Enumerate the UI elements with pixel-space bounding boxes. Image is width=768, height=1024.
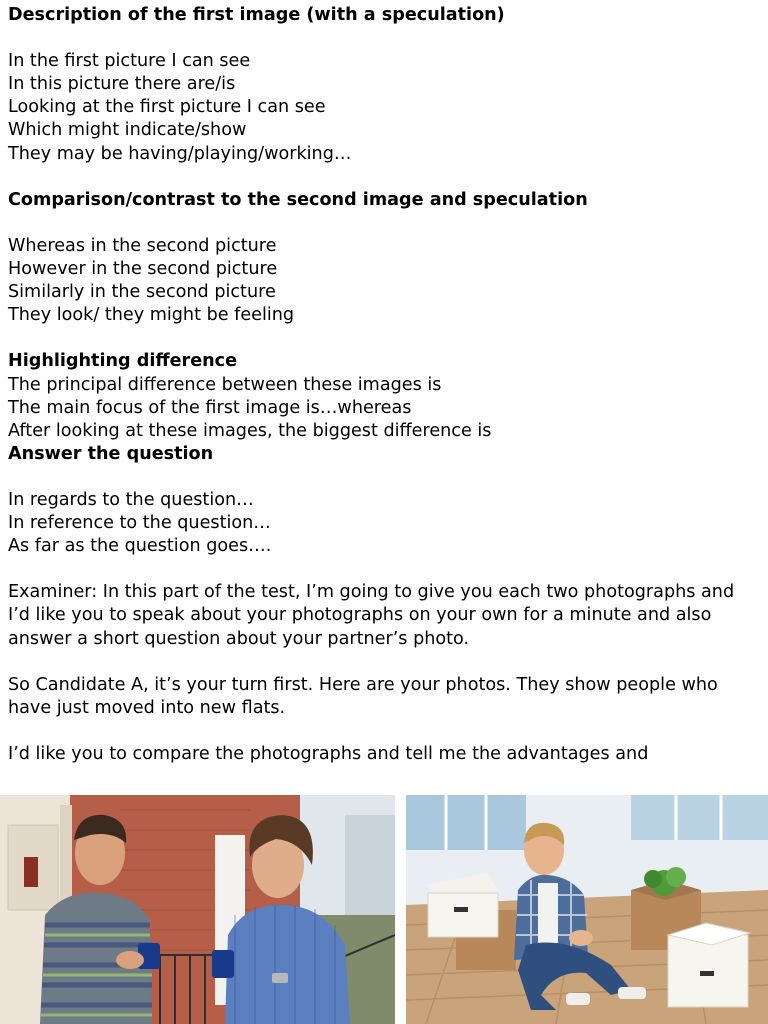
phrase-line: Whereas in the second picture	[8, 235, 277, 256]
phrase-line: Which might indicate/show	[8, 120, 247, 141]
phrase-line: They may be having/playing/working…	[8, 143, 352, 164]
phrase-line: Similarly in the second picture	[8, 282, 276, 303]
phrase-line: Looking at the first picture I can see	[8, 97, 326, 118]
photo-two-men-balcony	[0, 795, 395, 1024]
heading-difference: Highlighting difference	[8, 351, 238, 372]
phrase-line: They look/ they might be feeling	[8, 305, 295, 326]
phrase-line: However in the second picture	[8, 259, 278, 280]
phrase-line: After looking at these images, the biggest difference is	[8, 420, 492, 441]
heading-answer: Answer the question	[8, 443, 214, 464]
phrase-line: In this picture there are/is	[8, 74, 236, 95]
phrase-line: In regards to the question…	[8, 489, 254, 510]
phrase-line: In the first picture I can see	[8, 51, 251, 72]
document-body	[8, 4, 760, 766]
phrase-line: The main focus of the first image is…whereas	[8, 397, 412, 418]
photo-man-moving-boxes	[406, 795, 768, 1024]
heading-comparison: Comparison/contrast to the second image and speculation	[8, 189, 588, 210]
phrase-line: The principal difference between these images is	[8, 374, 442, 395]
phrase-line: In reference to the question…	[8, 513, 271, 534]
candidate-paragraph: So Candidate A, it’s your turn first. Here are your photos. They show people who have just moved into new flats.	[8, 674, 718, 718]
examiner-intro-paragraph: Examiner: In this part of the test, I’m going to give you each two photographs and I’d like you to speak about your photographs on your own for a minute and also answer a short question about your partner’s photo.	[8, 582, 735, 649]
task-paragraph: I’d like you to compare the photographs and tell me the advantages and	[8, 744, 649, 764]
heading-first-image: Description of the first image (with a speculation)	[8, 5, 505, 25]
phrase-line: As far as the question goes….	[8, 536, 272, 557]
